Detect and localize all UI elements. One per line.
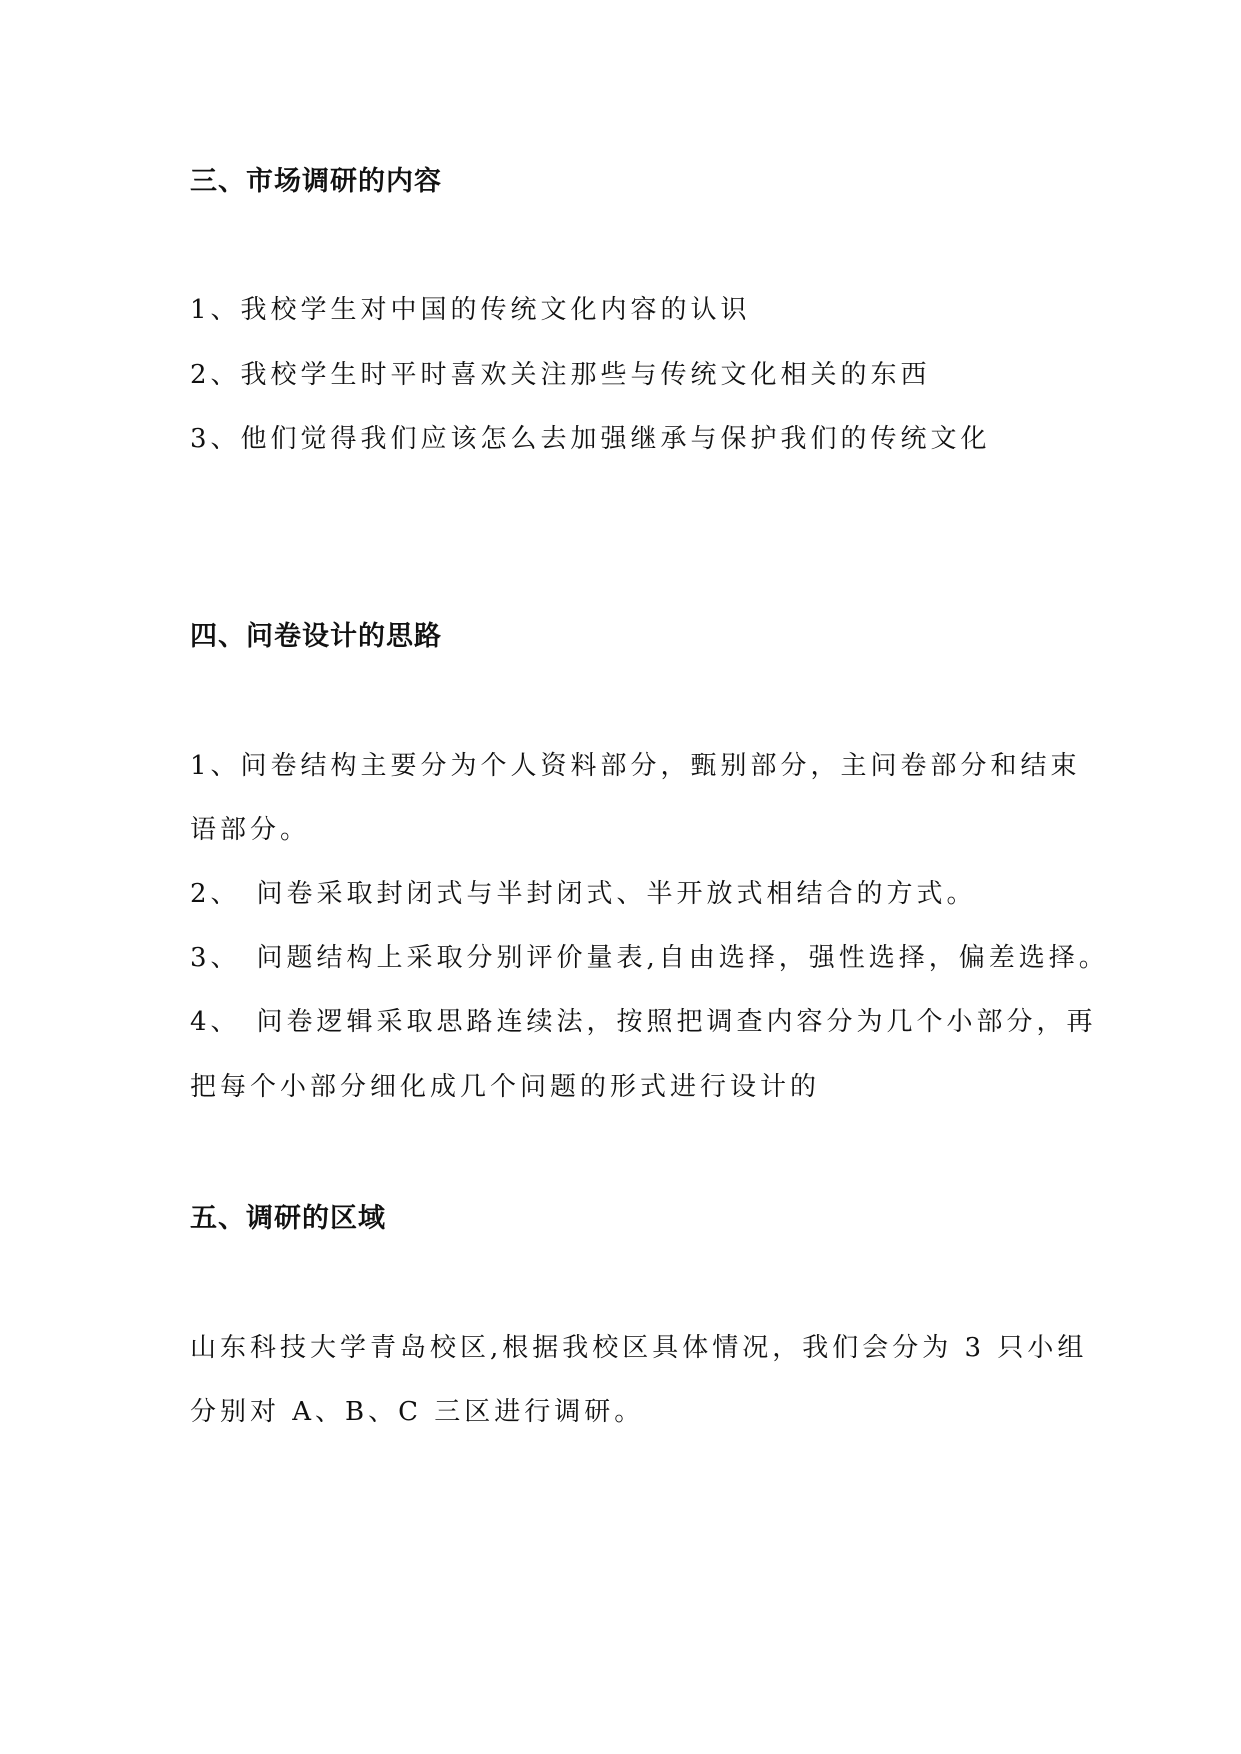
paragraph-line: 把每个小部分细化成几个问题的形式进行设计的 bbox=[190, 1072, 821, 1102]
list-item-text: 问卷采取封闭式与半封闭式、半开放式相结合的方式。 bbox=[256, 879, 977, 909]
list-item-number: 4、 bbox=[190, 1007, 241, 1037]
paragraph-line: 3、他们觉得我们应该怎么去加强继承与保护我们的传统文化 bbox=[190, 424, 991, 454]
list-item bbox=[190, 1009, 1097, 1035]
section-heading-research-area: 五、调研的区域 bbox=[190, 1203, 386, 1234]
list-item-number: 2、 bbox=[190, 879, 241, 909]
paragraph-line: 分别对 A、B、C 三区进行调研。 bbox=[190, 1397, 645, 1427]
paragraph-line: 2、我校学生时平时喜欢关注那些与传统文化相关的东西 bbox=[190, 360, 931, 390]
list-item-text: 问卷逻辑采取思路连续法，按照把调查内容分为几个小部分，再 bbox=[256, 1007, 1097, 1037]
section-heading-research-content: 三、市场调研的内容 bbox=[190, 166, 442, 197]
paragraph-line: 语部分。 bbox=[190, 815, 311, 845]
section-heading-questionnaire-design: 四、问卷设计的思路 bbox=[190, 621, 442, 652]
paragraph-line: 1、我校学生对中国的传统文化内容的认识 bbox=[190, 295, 751, 325]
paragraph-line: 山东科技大学青岛校区,根据我校区具体情况，我们会分为 3 只小组 bbox=[190, 1333, 1088, 1363]
list-item-number: 3、 bbox=[190, 943, 241, 973]
list-item bbox=[190, 945, 1109, 971]
list-item bbox=[190, 881, 977, 907]
list-item-text: 问题结构上采取分别评价量表,自由选择，强性选择，偏差选择。 bbox=[256, 943, 1109, 973]
paragraph-line: 1、问卷结构主要分为个人资料部分，甄别部分，主问卷部分和结束 bbox=[190, 751, 1081, 781]
